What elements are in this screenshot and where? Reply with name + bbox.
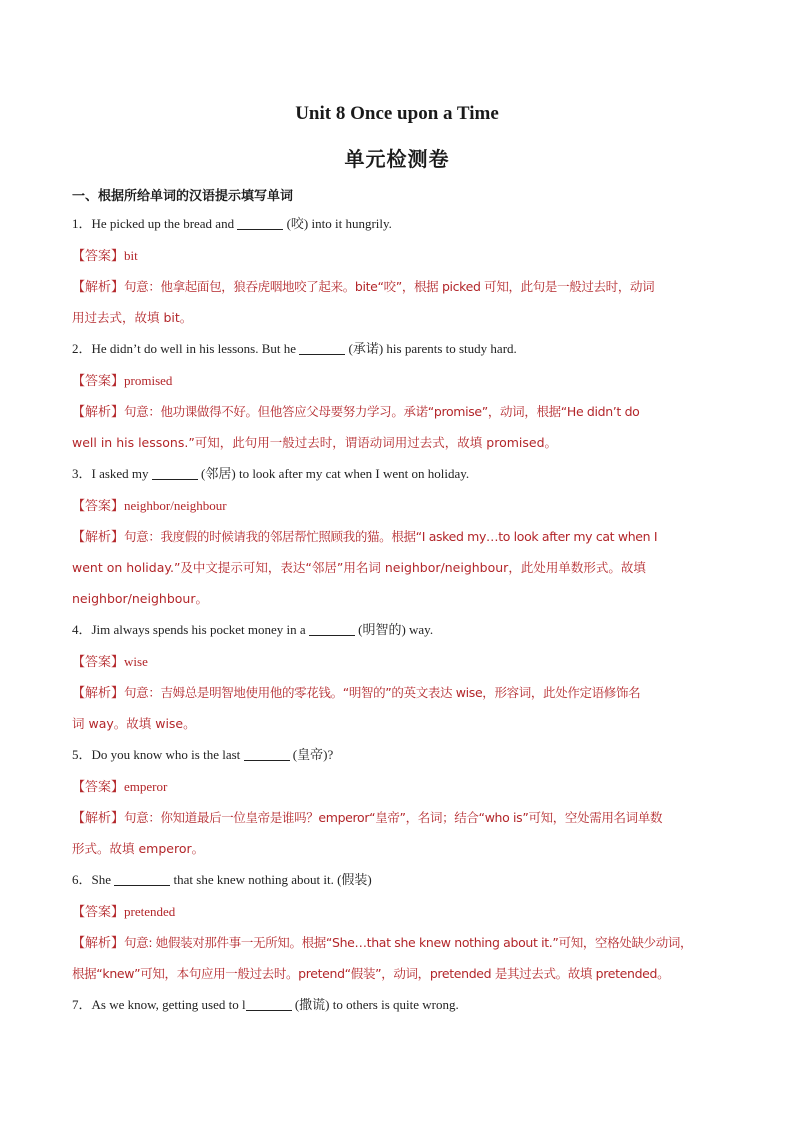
answer-5: 【答案】emperor (72, 779, 168, 795)
analysis-4: 【解析】句意：吉姆总是明智地使用他的零花钱。“明智的”的英文表达 wise，形容词，此处作定语修饰名 (72, 685, 641, 701)
question-7: 7．As we know, getting used to l (撒谎) to others is quite wrong. (72, 997, 459, 1012)
question-1: 1．He picked up the bread and (咬) into it hungrily. (72, 216, 392, 231)
answer-blank (309, 621, 355, 636)
answer-blank (244, 746, 290, 761)
question-3: 3．I asked my (邻居) to look after my cat when I went on holiday. (72, 466, 470, 481)
answer-1: 【答案】bit (72, 248, 138, 264)
analysis-2: 【解析】句意：他功课做得不好。但他答应父母要努力学习。承诺“promise”，动词，根据“He didn’t do (72, 404, 640, 420)
analysis-5-cont: 形式。故填 emperor。 (72, 841, 205, 856)
question-5: 5．Do you know who is the last (皇帝)? (72, 747, 334, 762)
analysis-3: 【解析】句意：我度假的时候请我的邻居帮忙照顾我的猫。根据“I asked my…to look after my cat when I (72, 529, 658, 545)
document-subtitle: 单元检测卷 (344, 147, 450, 171)
answer-blank (246, 996, 292, 1011)
analysis-3-cont2: neighbor/neighbour。 (72, 591, 208, 606)
document-title: Unit 8 Once upon a Time (295, 103, 499, 124)
section-heading: 一、根据所给单词的汉语提示填写单词 (72, 189, 294, 204)
question-2: 2．He didn’t do well in his lessons. But he (承诺) his parents to study hard. (72, 341, 517, 356)
question-4: 4．Jim always spends his pocket money in a (明智的) way. (72, 622, 434, 637)
answer-blank (114, 871, 170, 886)
answer-6: 【答案】pretended (72, 904, 176, 920)
analysis-6: 【解析】句意: 她假装对那件事一无所知。根据“She…that she knew nothing about it.”可知，空格处缺少动词， (72, 935, 693, 951)
analysis-1: 【解析】句意：他拿起面包，狼吞虎咽地咬了起来。bite“咬”，根据 picked 可知，此句是一般过去时，动词 (72, 279, 655, 295)
analysis-3-cont: went on holiday.”及中文提示可知，表达“邻居”用名词 neighbor/neighbour，此处用单数形式。故填 (72, 560, 646, 575)
analysis-4-cont: 词 way。故填 wise。 (72, 716, 196, 731)
analysis-2-cont: well in his lessons.”可知，此句用一般过去时，谓语动词用过去式，故填 promised。 (72, 435, 558, 450)
analysis-6-cont: 根据“knew”可知，本句应用一般过去时。pretend“假装”，动词，pretended 是其过去式。故填 pretended。 (72, 966, 670, 981)
answer-3: 【答案】neighbor/neighbour (72, 498, 227, 514)
question-6: 6．She that she knew nothing about it. (假装) (72, 872, 372, 887)
answer-2: 【答案】promised (72, 373, 173, 389)
answer-blank (152, 465, 198, 480)
answer-blank (237, 215, 283, 230)
answer-blank (299, 340, 345, 355)
analysis-5: 【解析】句意：你知道最后一位皇帝是谁吗？emperor“皇帝”，名词；结合“who is”可知，空处需用名词单数 (72, 810, 663, 826)
answer-4: 【答案】wise (72, 654, 148, 670)
analysis-1-cont: 用过去式，故填 bit。 (72, 310, 193, 325)
